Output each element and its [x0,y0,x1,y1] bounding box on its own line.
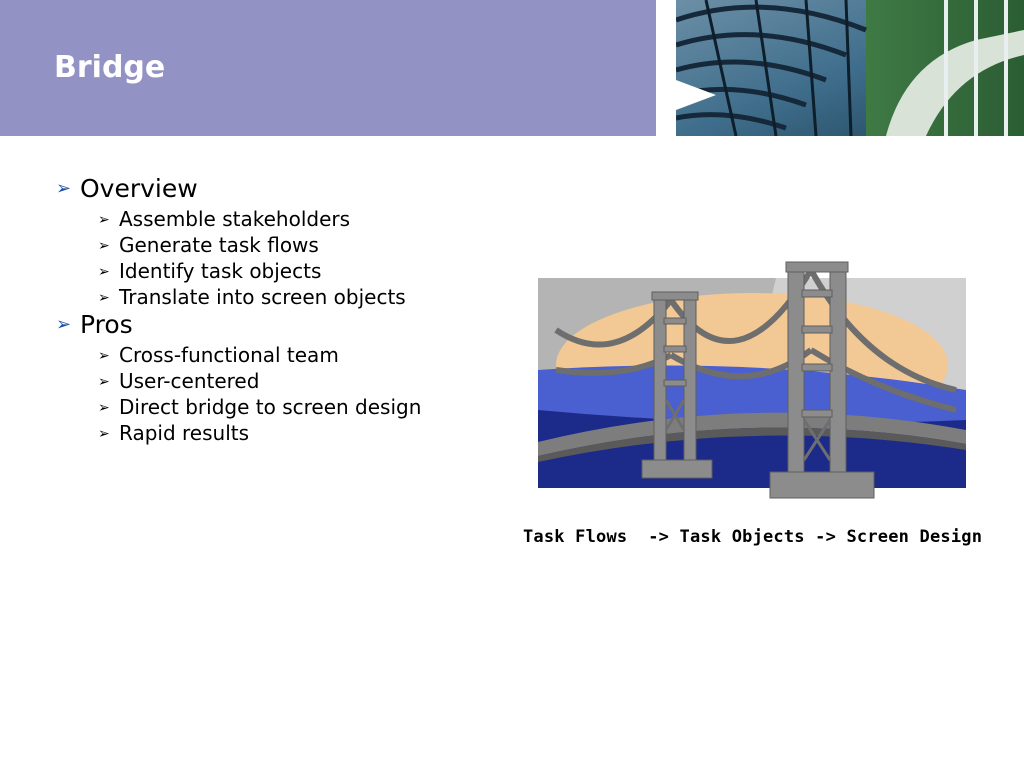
slide-title: Bridge [54,50,166,85]
arrow-bullet-icon: ➢ [98,348,110,364]
arrow-bullet-icon: ➢ [56,314,72,335]
list-item-text: Assemble stakeholders [119,207,351,231]
arrow-bullet-icon: ➢ [98,426,110,442]
arrow-bullet-icon: ➢ [98,212,110,228]
arrow-bullet-icon: ➢ [98,290,110,306]
glass-roof-photo-icon [676,0,1024,136]
bullet-heading-overview: Overview [80,174,198,203]
list-item-text: Direct bridge to screen design [119,395,422,419]
list-item-text: Generate task flows [119,233,319,257]
list-item [98,233,319,257]
arrow-bullet-icon: ➢ [56,178,72,199]
list-item [98,395,421,419]
list-item-text: Identify task objects [119,259,322,283]
list-item [98,421,249,445]
bullet-list [0,0,520,460]
list-item [98,285,406,309]
list-item [56,310,133,339]
list-item-text: Translate into screen objects [119,285,406,309]
list-item [98,207,350,231]
figure-caption: Task Flows -> Task Objects -> Screen Design [523,527,983,547]
list-item [98,369,259,393]
bullet-heading-pros: Pros [80,310,133,339]
list-item-text: User-centered [119,369,260,393]
suspension-bridge-clipart-icon [536,260,968,502]
list-item [98,343,339,367]
arrow-bullet-icon: ➢ [98,400,110,416]
list-item [56,174,198,203]
list-item [98,259,321,283]
header-photo [676,0,1024,136]
arrow-bullet-icon: ➢ [98,264,110,280]
arrow-bullet-icon: ➢ [98,374,110,390]
list-item-text: Cross-functional team [119,343,339,367]
bridge-illustration [536,260,968,502]
list-item-text: Rapid results [119,421,250,445]
arrow-bullet-icon: ➢ [98,238,110,254]
